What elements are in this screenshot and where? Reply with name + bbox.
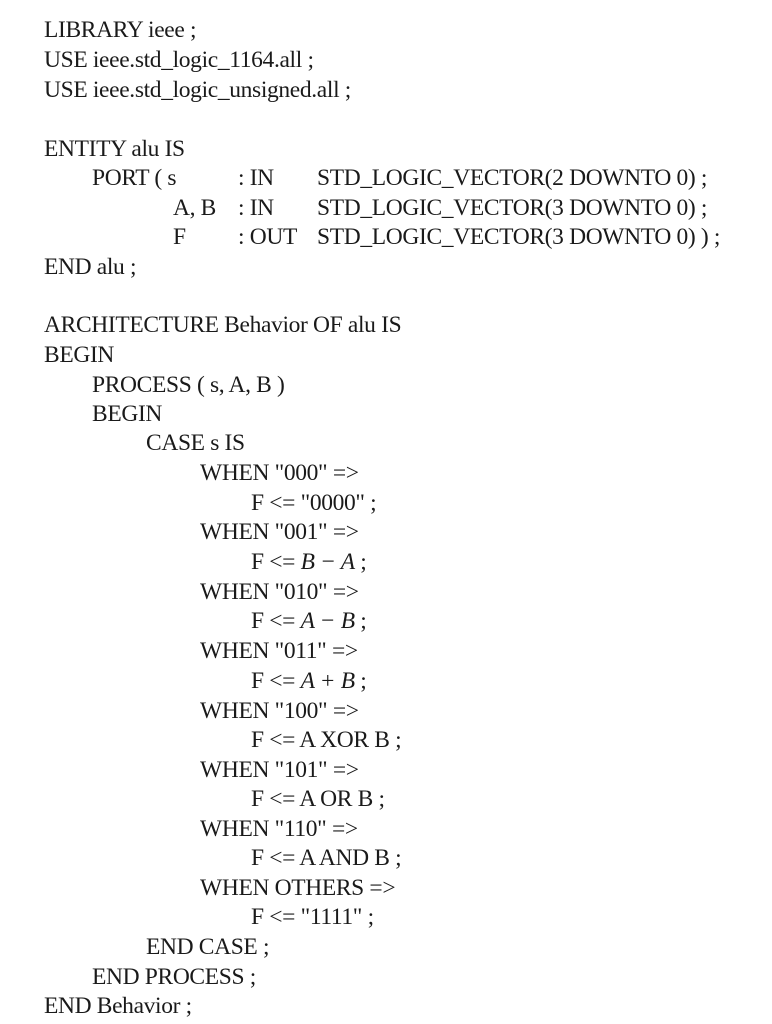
code-line-when-000: WHEN "000" => bbox=[200, 460, 359, 486]
math-expression: B − A bbox=[300, 549, 355, 575]
math-expression: A − B bbox=[300, 608, 355, 634]
code-line-library: LIBRARY ieee ; bbox=[44, 17, 197, 43]
code-line-when-001: WHEN "001" => bbox=[200, 519, 359, 545]
code-line-port-ab bbox=[0, 193, 772, 223]
assign-suffix: ; bbox=[354, 549, 367, 575]
port-name-s: PORT ( s bbox=[92, 165, 177, 191]
port-name-ab: A, B bbox=[173, 195, 216, 221]
assign-prefix: F <= bbox=[251, 668, 301, 694]
code-line-end-entity: END alu ; bbox=[44, 254, 137, 280]
code-line-assign-011 bbox=[251, 666, 366, 696]
code-line-port-s bbox=[0, 163, 772, 193]
assign-suffix: ; bbox=[354, 608, 367, 634]
code-line-case: CASE s IS bbox=[146, 430, 245, 456]
code-line-assign-000: F <= "0000" ; bbox=[251, 490, 377, 516]
assign-suffix: ; bbox=[354, 668, 367, 694]
code-line-when-011: WHEN "011" => bbox=[200, 638, 358, 664]
code-line-use-unsigned: USE ieee.std_logic_unsigned.all ; bbox=[44, 77, 351, 103]
port-mode-f: : OUT bbox=[238, 224, 297, 250]
code-line-assign-001 bbox=[251, 547, 366, 577]
math-expression: A + B bbox=[300, 668, 355, 694]
code-line-use-1164: USE ieee.std_logic_1164.all ; bbox=[44, 47, 314, 73]
code-line-assign-110: F <= A AND B ; bbox=[251, 845, 402, 871]
code-line-when-010: WHEN "010" => bbox=[200, 579, 359, 605]
code-line-assign-100: F <= A XOR B ; bbox=[251, 727, 402, 753]
code-line-port-f bbox=[0, 222, 772, 252]
code-line-when-100: WHEN "100" => bbox=[200, 698, 359, 724]
port-type-s: STD_LOGIC_VECTOR(2 DOWNTO 0) ; bbox=[317, 165, 708, 191]
code-line-end-process: END PROCESS ; bbox=[92, 964, 256, 990]
code-line-end-behavior: END Behavior ; bbox=[44, 993, 192, 1019]
port-name-f: F bbox=[173, 224, 186, 250]
code-line-begin-process: BEGIN bbox=[92, 401, 163, 427]
code-line-end-case: END CASE ; bbox=[146, 934, 270, 960]
code-line-assign-101: F <= A OR B ; bbox=[251, 786, 385, 812]
assign-prefix: F <= bbox=[251, 608, 301, 634]
code-line-when-101: WHEN "101" => bbox=[200, 757, 359, 783]
code-line-entity: ENTITY alu IS bbox=[44, 136, 185, 162]
port-type-ab: STD_LOGIC_VECTOR(3 DOWNTO 0) ; bbox=[317, 195, 708, 221]
code-line-when-110: WHEN "110" => bbox=[200, 816, 358, 842]
port-mode-ab: : IN bbox=[238, 195, 274, 221]
code-line-assign-others: F <= "1111" ; bbox=[251, 904, 374, 930]
code-line-architecture: ARCHITECTURE Behavior OF alu IS bbox=[44, 312, 402, 338]
code-line-when-others: WHEN OTHERS => bbox=[200, 875, 396, 901]
code-line-assign-010 bbox=[251, 606, 366, 636]
port-mode-s: : IN bbox=[238, 165, 274, 191]
assign-prefix: F <= bbox=[251, 549, 301, 575]
code-line-process: PROCESS ( s, A, B ) bbox=[92, 372, 285, 398]
code-line-begin-architecture: BEGIN bbox=[44, 342, 115, 368]
port-type-f: STD_LOGIC_VECTOR(3 DOWNTO 0) ) ; bbox=[317, 224, 721, 250]
